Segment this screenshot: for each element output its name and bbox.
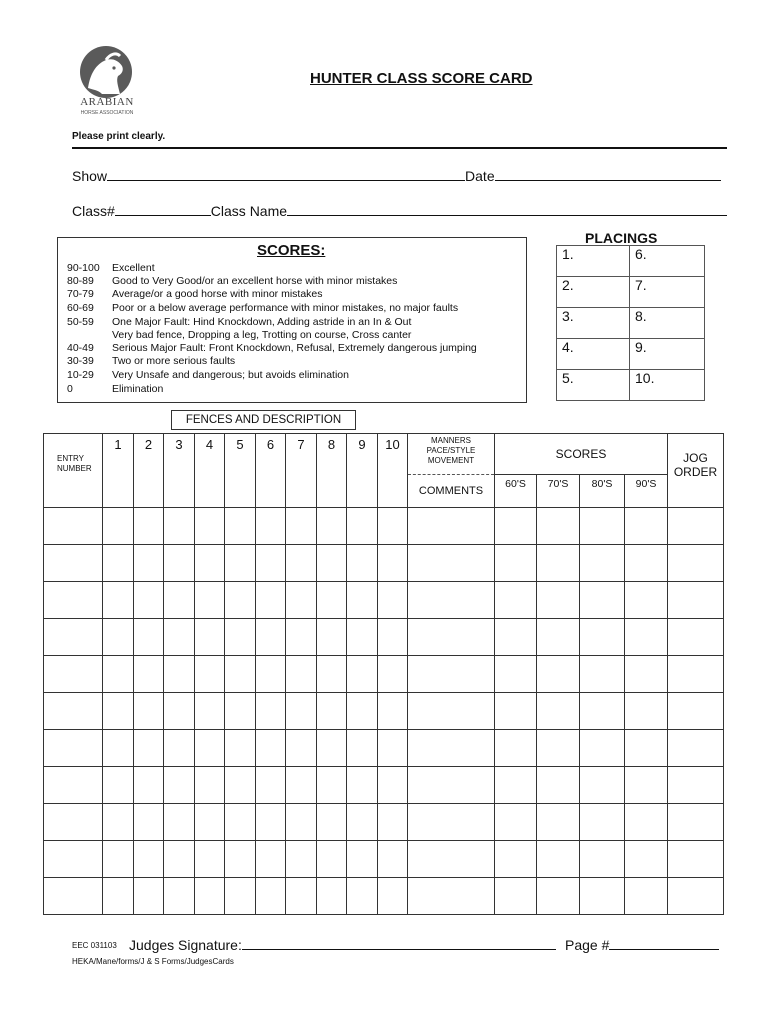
entry-cell[interactable] [408,656,495,693]
entry-cell[interactable] [625,619,668,656]
entry-cell[interactable] [378,693,408,730]
entry-cell[interactable] [580,730,625,767]
horse-head-icon [72,44,144,100]
entry-cell[interactable] [408,582,495,619]
entry-cell[interactable] [286,767,317,804]
entry-cell[interactable] [347,582,378,619]
score-description: One Major Fault: Hind Knockdown, Adding astride in an In & Out [112,316,412,328]
entry-cell[interactable] [625,767,668,804]
entry-cell[interactable] [44,804,103,841]
entry-cell[interactable] [495,841,537,878]
entry-cell[interactable] [44,693,103,730]
entry-cell[interactable] [286,841,317,878]
entry-cell[interactable] [286,730,317,767]
entry-cell[interactable] [225,767,256,804]
entry-cell[interactable] [286,693,317,730]
entry-cell[interactable] [256,582,286,619]
entry-cell[interactable] [668,730,724,767]
class-number-label: Class# [72,203,115,219]
entry-cell[interactable] [225,656,256,693]
entry-cell[interactable] [580,545,625,582]
entry-cell[interactable] [625,545,668,582]
entry-cell[interactable] [134,841,164,878]
entry-cell[interactable] [537,582,580,619]
entry-cell[interactable] [134,878,164,915]
entry-cell[interactable] [44,545,103,582]
judges-signature-row [129,937,556,953]
scores-title: SCORES: [257,242,326,259]
header-divider [72,147,727,149]
entry-cell[interactable] [164,656,195,693]
pace-style-label: PACE/STYLE [426,446,476,455]
entry-cell[interactable] [625,804,668,841]
entry-cell[interactable] [103,767,134,804]
entry-cell[interactable] [134,545,164,582]
class-name-label: Class Name [210,203,288,219]
entry-cell[interactable] [317,767,347,804]
entry-cell[interactable] [408,619,495,656]
entry-cell[interactable] [225,582,256,619]
entry-cell[interactable] [317,693,347,730]
entry-cell[interactable] [286,619,317,656]
entry-cell[interactable] [225,730,256,767]
score-description: Excellent [112,262,155,274]
entry-cell[interactable] [44,878,103,915]
entry-cell[interactable] [537,619,580,656]
entry-cell[interactable] [286,582,317,619]
scores-header: SCORES [495,434,668,475]
entry-cell[interactable] [317,841,347,878]
entry-cell[interactable] [408,545,495,582]
entry-cell[interactable] [668,878,724,915]
entry-cell[interactable] [195,693,225,730]
entry-cell[interactable] [286,656,317,693]
entry-cell[interactable] [164,619,195,656]
placing-cell[interactable]: 10. [630,370,705,401]
entry-cell[interactable] [537,841,580,878]
date-label: Date [465,168,495,184]
entry-cell[interactable] [408,730,495,767]
entry-cell[interactable] [625,841,668,878]
entry-cell[interactable] [103,841,134,878]
entry-cell[interactable] [134,582,164,619]
entry-cell[interactable] [625,730,668,767]
entry-cell[interactable] [668,767,724,804]
entry-cell[interactable] [625,656,668,693]
entry-cell[interactable] [256,656,286,693]
entry-cell[interactable] [495,656,537,693]
entry-cell[interactable] [44,841,103,878]
entry-cell[interactable] [378,767,408,804]
entry-cell[interactable] [317,656,347,693]
entry-cell[interactable] [495,545,537,582]
entry-cell[interactable] [225,508,256,545]
entry-cell[interactable] [347,767,378,804]
placings-title: PLACINGS [585,230,658,246]
entry-cell[interactable] [625,693,668,730]
entry-cell[interactable] [317,582,347,619]
fence-header: 9 [347,434,378,508]
entry-cell[interactable] [103,508,134,545]
placing-row [557,370,705,401]
score-range: 30-39 [67,355,94,367]
score-col-80s: 80'S [580,475,625,508]
entry-cell[interactable] [103,656,134,693]
entry-cell[interactable] [225,693,256,730]
entry-cell[interactable] [347,545,378,582]
score-description: Elimination [112,383,164,395]
score-col-60s: 60'S [495,475,537,508]
entry-cell[interactable] [378,841,408,878]
movement-label: MOVEMENT [427,456,475,465]
entry-cell[interactable] [317,508,347,545]
placings-table [556,245,705,401]
entry-cell[interactable] [537,767,580,804]
entry-cell[interactable] [537,730,580,767]
page-title: HUNTER CLASS SCORE CARD [310,70,533,87]
entry-cell[interactable] [347,693,378,730]
entry-cell[interactable] [103,619,134,656]
entry-cell[interactable] [103,730,134,767]
entry-cell[interactable] [408,878,495,915]
entry-cell[interactable] [347,508,378,545]
entry-cell[interactable] [286,508,317,545]
entry-cell[interactable] [195,656,225,693]
entry-cell[interactable] [668,582,724,619]
score-range: 60-69 [67,302,94,314]
show-field[interactable] [107,168,465,181]
score-description: Poor or a below average performance with minor mistakes, no major faults [112,302,459,314]
score-range: 90-100 [67,262,100,274]
entry-cell[interactable] [378,656,408,693]
form-code: EEC 031103 [72,941,117,950]
judges-signature-field[interactable] [242,937,556,950]
entry-cell[interactable] [668,841,724,878]
entry-cell[interactable] [225,804,256,841]
show-date-row [72,168,721,184]
entry-cell[interactable] [103,582,134,619]
entry-cell[interactable] [317,545,347,582]
entry-cell[interactable] [347,656,378,693]
logo-wordmark: ARABIAN [80,96,134,108]
placing-row [557,277,705,308]
entry-cell[interactable] [668,545,724,582]
form-path: HEKA/Mane/forms/J & S Forms/JudgesCards [72,957,234,966]
entry-cell[interactable] [134,804,164,841]
entry-cell[interactable] [103,878,134,915]
page-number-row [565,937,719,953]
entry-cell[interactable] [347,841,378,878]
entry-cell[interactable] [256,878,286,915]
entry-cell[interactable] [580,693,625,730]
placing-cell[interactable]: 6. [630,246,705,277]
entry-cell[interactable] [580,656,625,693]
entry-cell[interactable] [668,619,724,656]
entry-cell[interactable] [164,582,195,619]
entry-cell[interactable] [164,767,195,804]
jog-order-header [668,434,724,508]
entry-cell[interactable] [317,804,347,841]
entry-cell[interactable] [580,878,625,915]
entry-cell[interactable] [317,878,347,915]
entry-cell[interactable] [537,804,580,841]
entry-cell[interactable] [580,767,625,804]
entry-cell[interactable] [195,508,225,545]
entry-cell[interactable] [378,730,408,767]
score-description: Very Unsafe and dangerous; but avoids elimination [112,369,349,381]
placing-cell[interactable]: 5. [557,370,630,401]
placing-cell[interactable]: 1. [557,246,630,277]
entry-cell[interactable] [164,730,195,767]
entry-cell[interactable] [134,508,164,545]
entry-cell[interactable] [668,656,724,693]
entry-cell[interactable] [347,619,378,656]
entry-cell[interactable] [195,582,225,619]
entry-row [44,804,724,841]
entry-cell[interactable] [256,841,286,878]
entry-cell[interactable] [495,878,537,915]
entry-cell[interactable] [225,878,256,915]
score-description: Serious Major Fault: Front Knockdown, Refusal, Extremely dangerous jumping [112,342,477,354]
score-description: Average/or a good horse with minor mistakes [112,288,323,300]
entry-cell[interactable] [225,841,256,878]
entry-cell[interactable] [408,693,495,730]
fence-header: 2 [134,434,164,508]
entry-cell[interactable] [134,619,164,656]
entry-cell[interactable] [347,878,378,915]
entry-cell[interactable] [537,508,580,545]
fence-header: 3 [164,434,195,508]
show-label: Show [72,168,108,184]
entry-cell[interactable] [225,619,256,656]
score-description: Very bad fence, Dropping a leg, Trotting on course, Cross canter [112,329,412,341]
placing-cell[interactable]: 7. [630,277,705,308]
placing-cell[interactable]: 2. [557,277,630,308]
fence-header: 1 [103,434,134,508]
entry-cell[interactable] [44,767,103,804]
entry-cell[interactable] [164,508,195,545]
score-range: 40-49 [67,342,94,354]
entry-row [44,582,724,619]
entry-cell[interactable] [44,508,103,545]
score-col-90s: 90'S [625,475,668,508]
fence-header: 5 [225,434,256,508]
entry-cell[interactable] [495,619,537,656]
entry-cell[interactable] [256,693,286,730]
entry-cell[interactable] [408,841,495,878]
entry-cell[interactable] [625,582,668,619]
score-range: 0 [67,383,73,395]
placing-cell[interactable]: 4. [557,339,630,370]
print-instruction: Please print clearly. [72,131,166,142]
entry-row [44,693,724,730]
jog-label: JOG [683,451,708,465]
fence-header: 10 [378,434,408,508]
entry-cell[interactable] [378,804,408,841]
entry-cell[interactable] [225,545,256,582]
entry-cell[interactable] [134,730,164,767]
entry-cell[interactable] [256,508,286,545]
entry-cell[interactable] [164,693,195,730]
entry-cell[interactable] [134,767,164,804]
entry-cell[interactable] [668,693,724,730]
entry-row [44,767,724,804]
entry-label: ENTRY [57,454,84,463]
comments-header: COMMENTS [408,475,495,508]
entry-row [44,730,724,767]
entry-cell[interactable] [537,656,580,693]
score-grid [43,433,724,915]
class-number-field[interactable] [115,203,211,216]
entry-cell[interactable] [495,508,537,545]
entry-cell[interactable] [134,656,164,693]
entry-cell[interactable] [134,693,164,730]
entry-cell[interactable] [580,582,625,619]
entry-cell[interactable] [164,545,195,582]
entry-cell[interactable] [256,730,286,767]
entry-cell[interactable] [537,878,580,915]
order-label: ORDER [673,465,718,479]
entry-cell[interactable] [286,878,317,915]
placing-row [557,339,705,370]
placing-row [557,308,705,339]
manners-header [408,434,495,475]
entry-cell[interactable] [378,878,408,915]
entry-cell[interactable] [103,804,134,841]
score-range: 10-29 [67,369,94,381]
entry-cell[interactable] [580,619,625,656]
placing-cell[interactable]: 9. [630,339,705,370]
entry-cell[interactable] [625,508,668,545]
number-label: NUMBER [57,464,92,473]
entry-row [44,841,724,878]
placing-cell[interactable]: 8. [630,308,705,339]
page-number-field[interactable] [609,937,719,950]
entry-cell[interactable] [256,545,286,582]
entry-cell[interactable] [195,545,225,582]
entry-cell[interactable] [408,508,495,545]
entry-cell[interactable] [256,804,286,841]
score-col-70s: 70'S [537,475,580,508]
entry-cell[interactable] [164,804,195,841]
entry-cell[interactable] [378,582,408,619]
entry-row [44,545,724,582]
entry-cell[interactable] [537,693,580,730]
entry-cell[interactable] [103,693,134,730]
entry-cell[interactable] [580,804,625,841]
entry-cell[interactable] [347,730,378,767]
score-range: 80-89 [67,275,94,287]
entry-cell[interactable] [195,804,225,841]
entry-cell[interactable] [44,730,103,767]
entry-row [44,619,724,656]
page-number-label: Page # [565,937,610,953]
entry-cell[interactable] [44,582,103,619]
entry-row [44,656,724,693]
entry-row [44,508,724,545]
score-range: 50-59 [67,316,94,328]
entry-cell[interactable] [580,841,625,878]
date-field[interactable] [495,168,721,181]
fence-header: 8 [317,434,347,508]
entry-cell[interactable] [625,878,668,915]
entry-cell[interactable] [286,545,317,582]
entry-cell[interactable] [495,693,537,730]
entry-cell[interactable] [44,619,103,656]
entry-cell[interactable] [195,878,225,915]
entry-cell[interactable] [256,619,286,656]
entry-cell[interactable] [537,545,580,582]
score-range: 70-79 [67,288,94,300]
entry-cell[interactable] [256,767,286,804]
entry-cell[interactable] [495,582,537,619]
fences-description-label: FENCES AND DESCRIPTION [171,410,356,430]
entry-cell[interactable] [347,804,378,841]
fence-header: 4 [195,434,225,508]
judges-signature-label: Judges Signature: [129,937,242,953]
logo-subtext: HORSE ASSOCIATION [80,110,134,116]
entry-cell[interactable] [195,619,225,656]
entry-cell[interactable] [668,804,724,841]
manners-label: MANNERS [430,436,471,445]
arabian-horse-logo [72,44,144,120]
placing-cell[interactable]: 3. [557,308,630,339]
entry-cell[interactable] [103,545,134,582]
fence-header: 7 [286,434,317,508]
entry-cell[interactable] [408,767,495,804]
entry-cell[interactable] [495,804,537,841]
entry-cell[interactable] [286,804,317,841]
class-row [72,203,727,219]
score-description: Good to Very Good/or an excellent horse with minor mistakes [112,275,398,287]
entry-cell[interactable] [164,841,195,878]
entry-cell[interactable] [164,878,195,915]
entry-number-header [44,434,103,508]
entry-cell[interactable] [495,730,537,767]
entry-cell[interactable] [495,767,537,804]
entry-cell[interactable] [195,841,225,878]
entry-cell[interactable] [668,508,724,545]
entry-cell[interactable] [378,508,408,545]
score-description: Two or more serious faults [112,355,236,367]
fence-header: 6 [256,434,286,508]
entry-cell[interactable] [378,545,408,582]
entry-row [44,878,724,915]
entry-cell[interactable] [195,767,225,804]
entry-cell[interactable] [408,804,495,841]
placing-row [557,246,705,277]
entry-cell[interactable] [195,730,225,767]
entry-cell[interactable] [317,619,347,656]
entry-cell[interactable] [580,508,625,545]
entry-cell[interactable] [317,730,347,767]
entry-cell[interactable] [378,619,408,656]
entry-cell[interactable] [44,656,103,693]
class-name-field[interactable] [287,203,727,216]
